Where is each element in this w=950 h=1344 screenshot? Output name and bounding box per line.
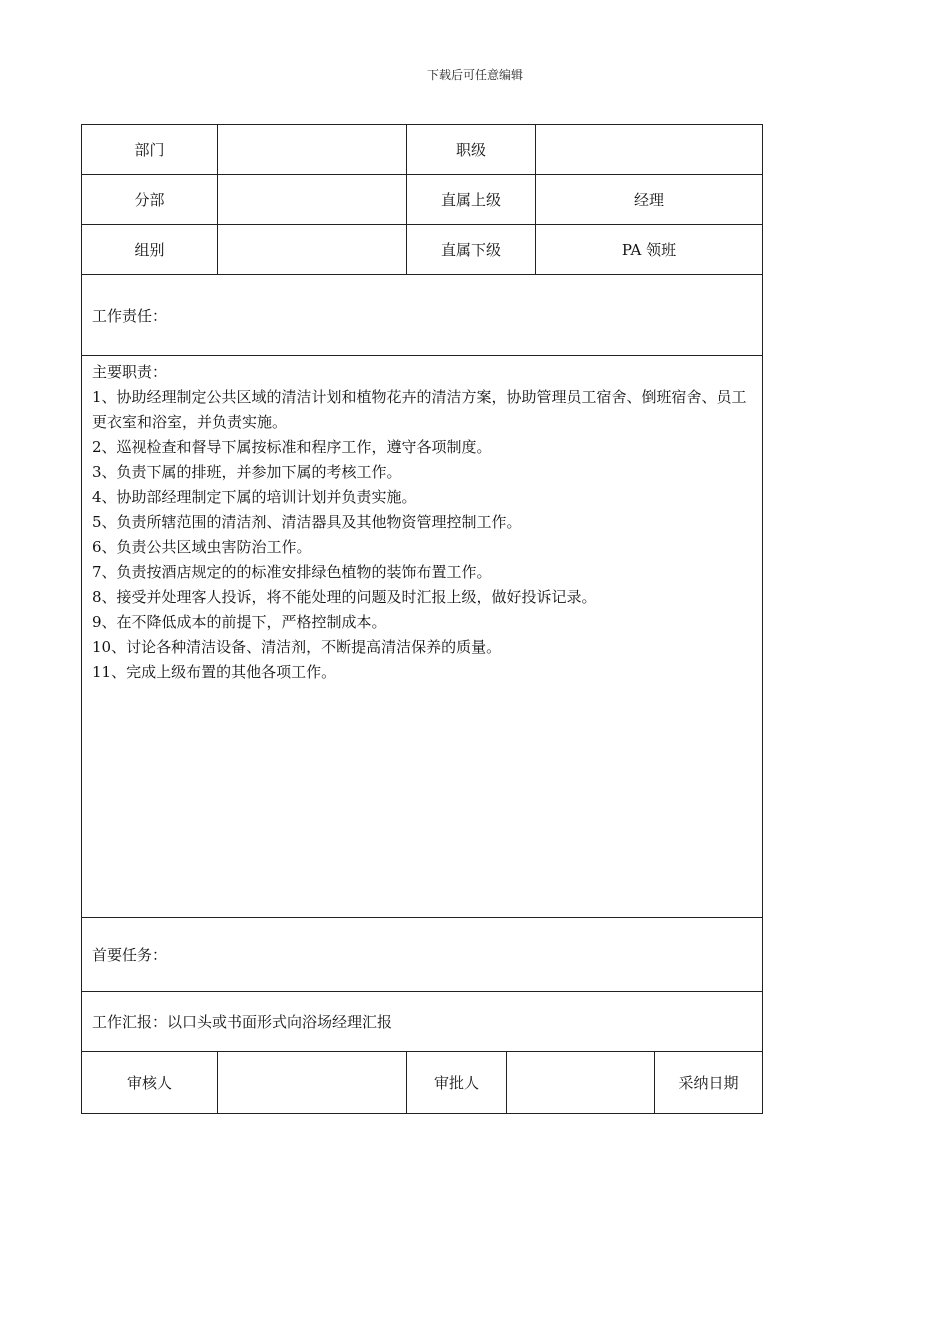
approver-value[interactable] [507,1052,655,1114]
row-main-duties [82,356,763,918]
header-note: 下载后可任意编辑 [426,68,523,82]
duty-item: 8、接受并处理客人投诉，将不能处理的问题及时汇报上级，做好投诉记录。 [92,588,597,606]
duty-item: 6、负责公共区域虫害防治工作。 [92,538,312,556]
reviewer-value[interactable] [218,1052,407,1114]
duty-item: 2、巡视检查和督导下属按标准和程序工作，遵守各项制度。 [92,438,492,456]
rank-label: 职级 [407,125,536,175]
rank-value[interactable] [536,125,763,175]
reviewer-label: 审核人 [82,1052,218,1114]
row-branch [82,175,763,225]
report-text[interactable]: 工作汇报：以口头或书面形式向浴场经理汇报 [82,992,763,1052]
row-signatures [82,1052,763,1114]
duty-item: 3、负责下属的排班，并参加下属的考核工作。 [92,463,402,481]
main-duties-cell[interactable] [82,356,763,918]
duty-item: 1、协助经理制定公共区域的清洁计划和植物花卉的清洁方案，协助管理员工宿舍、倒班宿舍、员工更衣室和浴室，并负责实施。 [92,388,747,431]
superior-label: 直属上级 [407,175,536,225]
subordinate-value[interactable]: PA 领班 [536,225,763,275]
approver-label: 审批人 [407,1052,507,1114]
row-duty [82,275,763,356]
row-report [82,992,763,1052]
job-description-table [81,124,763,1114]
adoption-date-label: 采纳日期 [655,1052,763,1114]
duty-item: 7、负责按酒店规定的的标准安排绿色植物的装饰布置工作。 [92,563,492,581]
branch-value[interactable] [218,175,407,225]
main-duties-title: 主要职责： [92,363,168,381]
row-department [82,125,763,175]
group-value[interactable] [218,225,407,275]
duty-item: 11、完成上级布置的其他各项工作。 [92,663,337,681]
department-value[interactable] [218,125,407,175]
superior-value[interactable]: 经理 [536,175,763,225]
duty-item: 5、负责所辖范围的清洁剂、清洁器具及其他物资管理控制工作。 [92,513,522,531]
duty-item: 4、协助部经理制定下属的培训计划并负责实施。 [92,488,417,506]
primary-task-label[interactable]: 首要任务： [82,918,763,992]
subordinate-label: 直属下级 [407,225,536,275]
duty-label[interactable]: 工作责任： [82,275,763,356]
row-group [82,225,763,275]
branch-label: 分部 [82,175,218,225]
department-label: 部门 [82,125,218,175]
row-primary-task [82,918,763,992]
duty-item: 9、在不降低成本的前提下，严格控制成本。 [92,613,387,631]
duty-item: 10、讨论各种清洁设备、清洁剂，不断提高清洁保养的质量。 [92,638,502,656]
group-label: 组别 [82,225,218,275]
